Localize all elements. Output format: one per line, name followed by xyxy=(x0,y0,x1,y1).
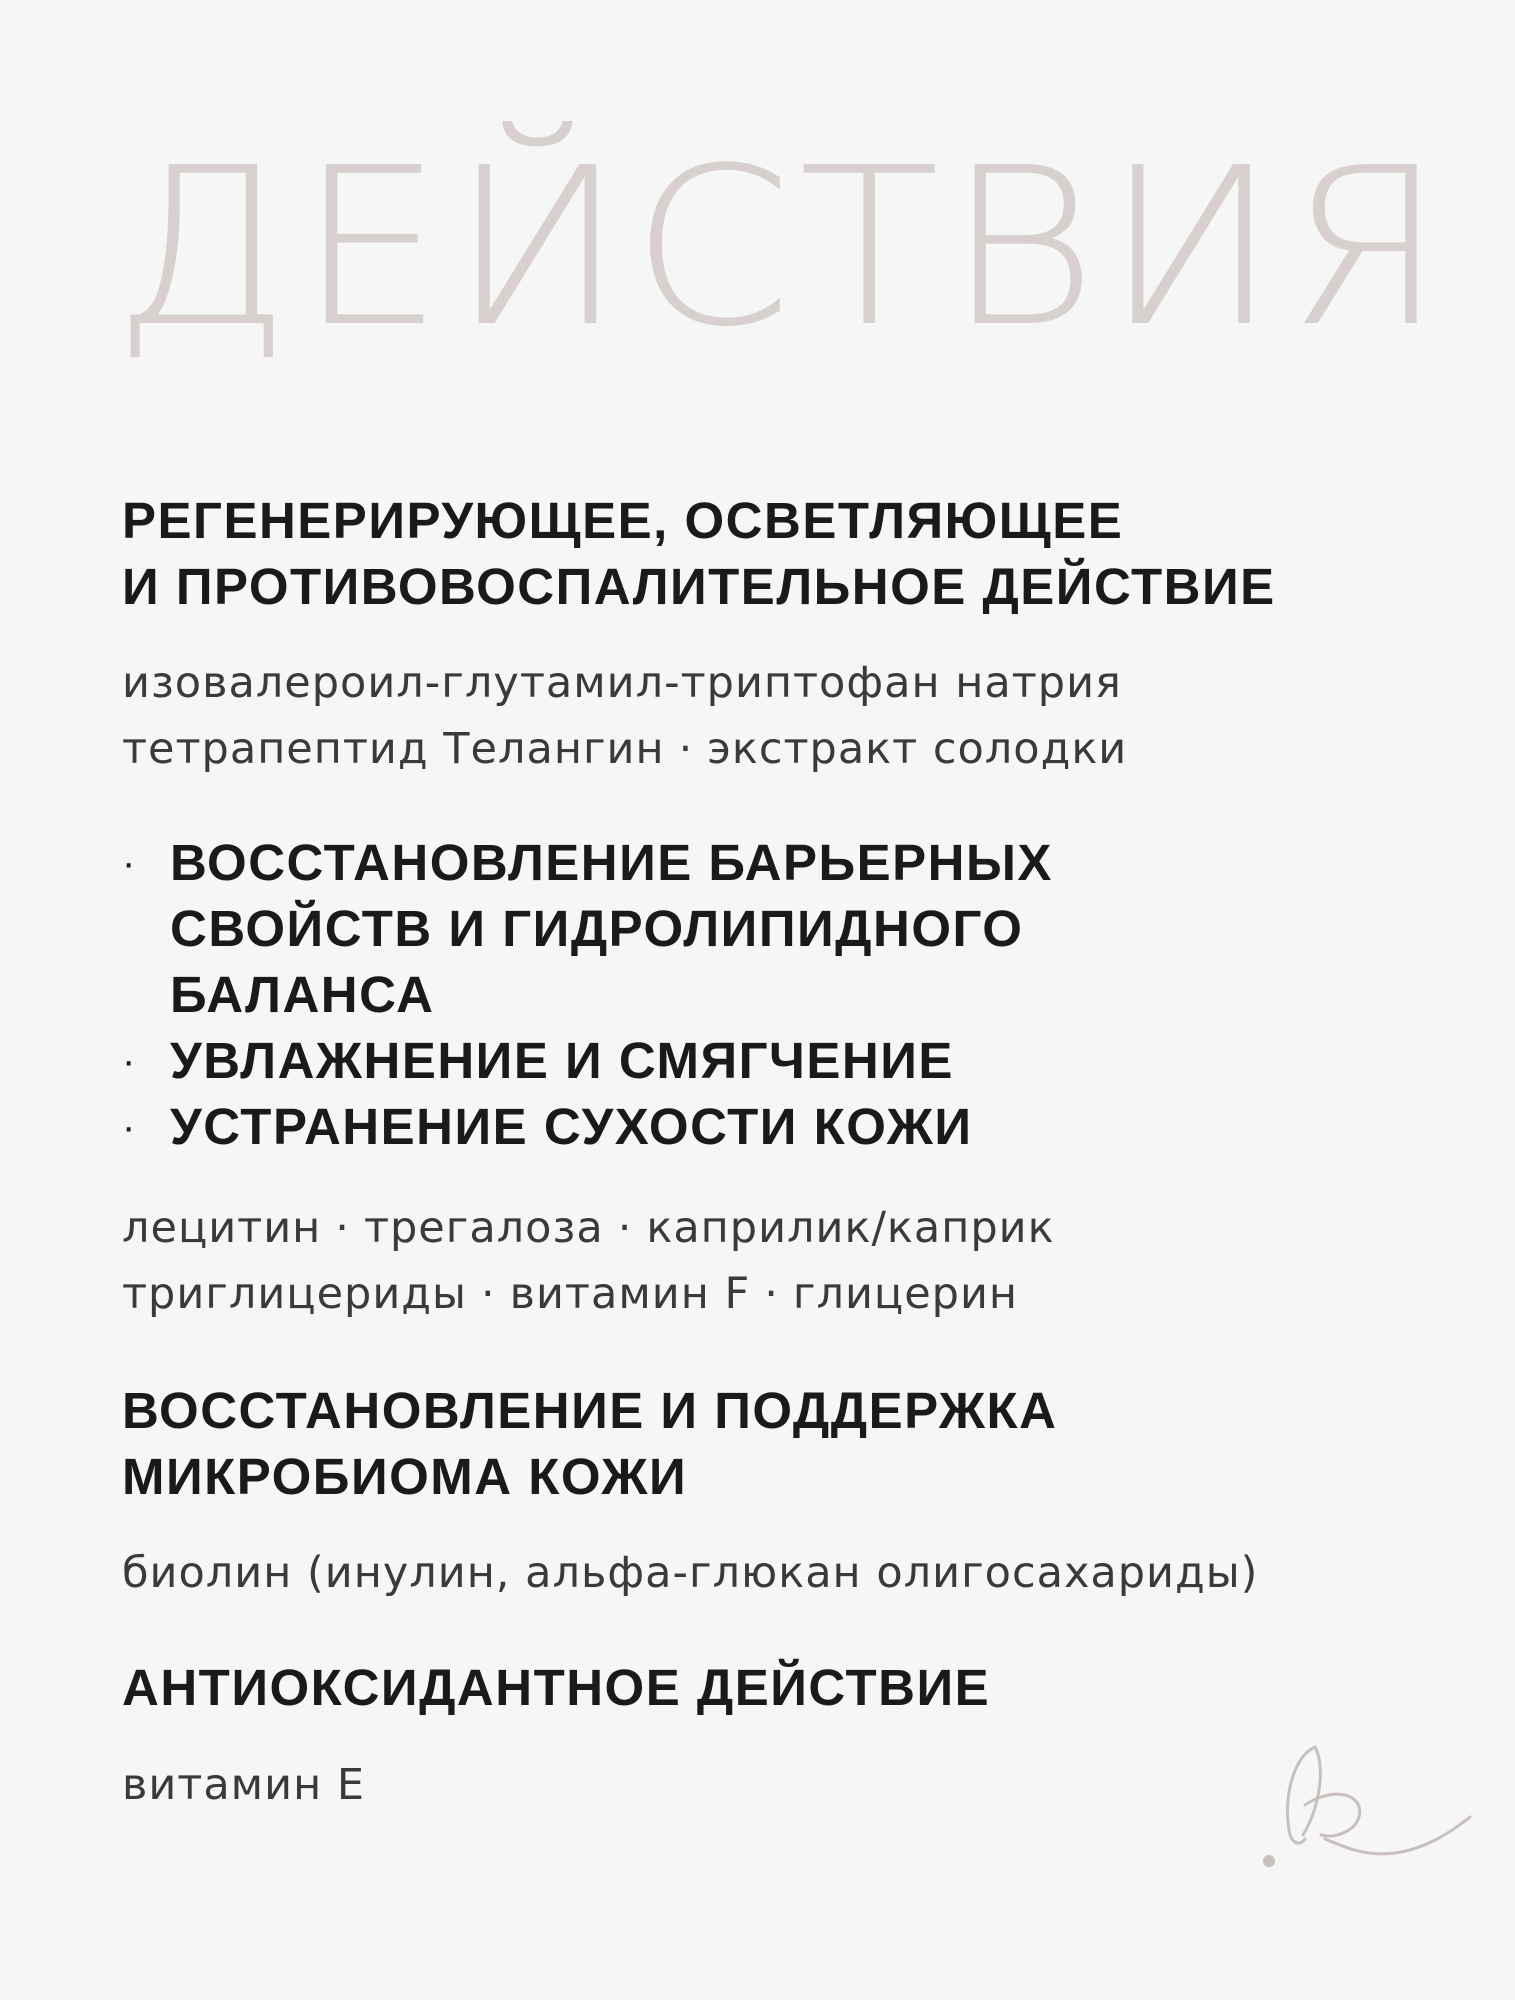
section1-ingredients-line2 xyxy=(122,716,1127,782)
section1-heading-line1: РЕГЕНЕРИРУЮЩЕЕ, ОСВЕТЛЯЮЩЕЕ xyxy=(122,492,1124,549)
benefit-item xyxy=(122,1028,1053,1094)
brand-monogram-icon xyxy=(1255,1735,1485,1875)
section4-ingredients-line: витамин E xyxy=(122,1760,366,1810)
benefits-list xyxy=(122,830,1053,1160)
bullet-dot: · xyxy=(122,841,137,885)
page-title: ДЕЙСТВИЯ xyxy=(112,122,1452,375)
ingredient-glycerin: глицерин xyxy=(792,1269,1019,1319)
benefit-line: СВОЙСТВ И ГИДРОЛИПИДНОГО xyxy=(170,900,1024,957)
section3-heading-line2: МИКРОБИОМА КОЖИ xyxy=(122,1448,688,1505)
separator-dot: · xyxy=(617,1203,633,1253)
benefit-line: УСТРАНЕНИЕ СУХОСТИ КОЖИ xyxy=(170,1098,973,1155)
section3-heading-line1: ВОССТАНОВЛЕНИЕ И ПОДДЕРЖКА xyxy=(122,1382,1058,1439)
separator-dot: · xyxy=(480,1269,496,1319)
separator-dot: · xyxy=(764,1269,779,1319)
section3-heading xyxy=(122,1378,1057,1510)
ingredient-caprylic-capric: каприлик/каприк xyxy=(646,1203,1055,1253)
benefit-line: ВОССТАНОВЛЕНИЕ БАРЬЕРНЫХ xyxy=(170,834,1053,891)
bullet-dot: · xyxy=(122,1039,137,1083)
ingredient-vitamin-f: витамин F xyxy=(509,1269,751,1319)
ingredient-licorice: экстракт солодки xyxy=(707,724,1128,774)
ingredient-lecithin: лецитин xyxy=(122,1203,322,1253)
separator-dot: · xyxy=(335,1203,350,1253)
brand-monogram-svg xyxy=(1255,1735,1485,1875)
benefit-item xyxy=(122,1094,1053,1160)
benefit-line: БАЛАНСА xyxy=(170,966,435,1023)
benefit-item xyxy=(122,830,1053,1028)
section2-ingredients-line1 xyxy=(122,1195,1055,1261)
section1-heading xyxy=(122,488,1276,620)
section1-ingredients xyxy=(122,650,1127,782)
bullet-dot: · xyxy=(122,1105,137,1149)
benefit-line: УВЛАЖНЕНИЕ И СМЯГЧЕНИЕ xyxy=(170,1032,954,1089)
section4-heading-line: АНТИОКСИДАНТНОЕ ДЕЙСТВИЕ xyxy=(122,1659,991,1716)
ingredient-telangin: тетрапептид Телангин xyxy=(122,724,665,774)
section4-ingredients xyxy=(122,1752,365,1818)
section2-ingredients-line2 xyxy=(122,1261,1055,1327)
ingredient-triglycerides: триглицериды xyxy=(122,1269,467,1319)
section3-ingredients-line: биолин (инулин, альфа-глюкан олигосахариды) xyxy=(122,1548,1259,1598)
separator-dot: · xyxy=(678,724,694,774)
section1-heading-line2: И ПРОТИВОВОСПАЛИТЕЛЬНОЕ ДЕЙСТВИЕ xyxy=(122,558,1276,615)
section4-heading xyxy=(122,1655,990,1721)
section2-ingredients xyxy=(122,1195,1055,1327)
ingredient-trehalose: трегалоза xyxy=(363,1203,604,1253)
section1-ingredients-line1: изовалероил-глутамил-триптофан натрия xyxy=(122,658,1122,708)
section3-ingredients xyxy=(122,1540,1258,1606)
